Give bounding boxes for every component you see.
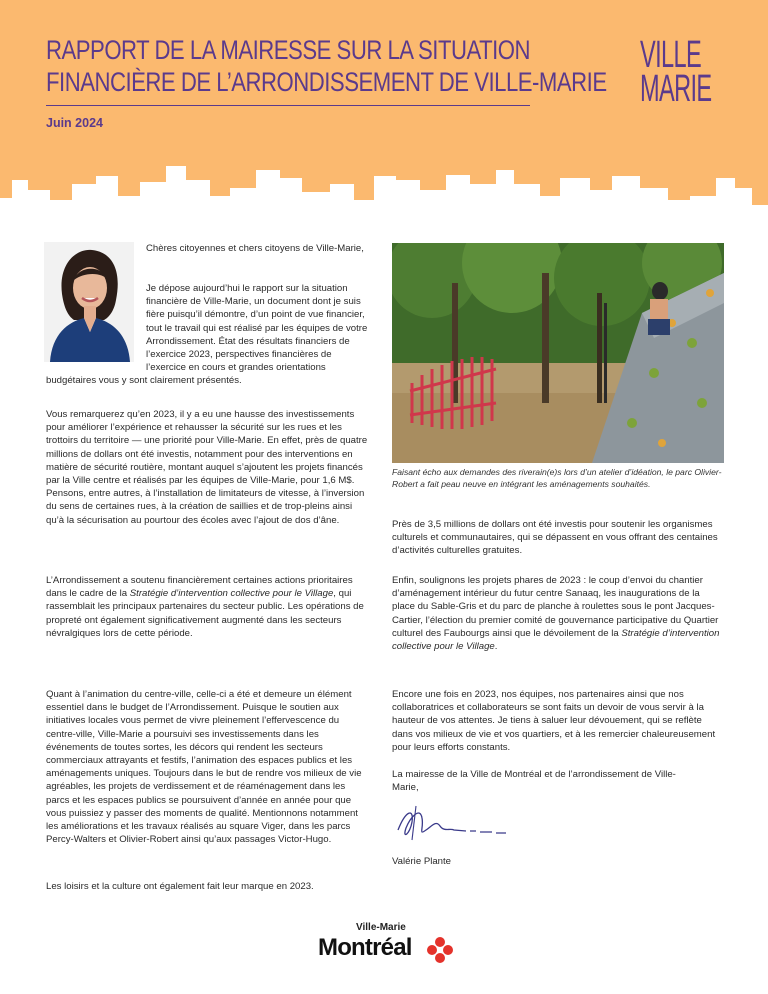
- strategy-name-2: Stratégie d’intervention collective pour le Village: [392, 627, 720, 653]
- title-line-2: FINANCIÈRE DE L’ARRONDISSEMENT DE VILLE-MARIE: [46, 67, 607, 97]
- paragraph-village-text-a: L’Arrondissement a soutenu financièrement certaines actions prioritaires dans le cadre de la: [46, 575, 353, 600]
- paragraph-village-text-b: , qui rassemblait les principaux partenaires du secteur public. Les opérations de propreté ont également significativement augmenté dans les secteurs névralgiques lors de cette période.: [46, 588, 364, 639]
- title-line-1: RAPPORT DE LA MAIRESSE SUR LA SITUATION: [46, 35, 531, 65]
- header-banner: [0, 0, 768, 240]
- montreal-logo: [318, 922, 458, 968]
- logo-montreal-text: Montréal: [318, 934, 412, 961]
- paragraph-flagship-projects: [392, 574, 724, 653]
- ville-marie-logo: [640, 34, 712, 110]
- logo-line-2: MARIE: [640, 68, 712, 110]
- intro-text: Je dépose aujourd’hui le rapport sur la situation financière de Ville-Marie, un document dont je suis fière puisqu’il démontre, d’un point de vue financier, tout le travail qui est réalisé par les équipes de votre Arrondissement. État des résultats financiers de l’exercice 2023, perspectives financières de l’exercice en cours et grandes orientations budgétaires vous y sont clairement présentés.: [46, 283, 368, 387]
- title-divider: [46, 105, 530, 106]
- logo-line-1: VILLE: [640, 34, 702, 76]
- projects-text-a: Enfin, soulignons les projets phares de 2023 : le coup d’envoi du chantier d’aménagement intérieur du futur centre Sanaaq, les inaugurations de la place du Sable-Gris et du parc de planche à roulettes sous le pont Jacques-Cartier, l’élection du premier comité de gouvernance participative du Quartier culturel des Faubourgs ainsi que le dévoilement de la: [392, 575, 719, 639]
- strategy-name: Stratégie d’intervention collective pour le Village: [129, 588, 334, 600]
- greeting: Chères citoyennes et chers citoyens de Ville-Marie,: [146, 243, 364, 254]
- paragraph-thanks: Encore une fois en 2023, nos équipes, nos partenaires ainsi que nos collaboratrices et collaborateurs se sont faits un devoir de vous servir à la hauteur de vos attentes. Je tiens à saluer leur dévouement, qui se reflète dans vos milieux de vie et vos quartiers, et à les remercier chaleureusement pour leurs efforts constants.: [392, 689, 716, 753]
- paragraph-downtown: Quant à l’animation du centre-ville, celle-ci a été et demeure un élément essentiel dans le budget de l’Arrondissement. Puisque le soutien aux initiatives locales vous permet de vivre pleinement l’effervescence du centre-ville, Ville-Marie a poursuivi ses investissements dans les événements de toutes sortes, les décors qui rendent les secteurs commerciaux attrayants et festifs, l’animation des espaces publics et les aménagements uniques. Toujours dans le but de rendre vos milieux de vie agréables, les projets de verdissement et de réaménagement dans les parcs et les espaces publics se poursuivent d’année en année pour que vous puissiez y passer des moments de qualité. Mentionnons notamment les améliorations et les travaux réalisés au square Viger, dans les parcs Percy-Walters et Olivier-Robert ainsi qu’aux passages Victor-Hugo.: [46, 689, 362, 846]
- paragraph-culture: Près de 3,5 millions de dollars ont été investis pour soutenir les organismes culturels et communautaires, qui se dépassent en vous offrant des centaines d’activités culturelles gratuites.: [392, 519, 718, 557]
- montreal-rosette-icon: [426, 936, 454, 964]
- paragraph-security: Vous remarquerez qu’en 2023, il y a eu une hausse des investissements pour améliorer l’expérience et rehausser la sécurité sur les rues et les trottoirs du territoire — une priorité pour Ville-Marie. En effet, près de quatre millions de dollars ont été investis, notamment pour des interventions en matière de sécurité routière, montant auquel s’ajoutent les projets financés par la Ville centre et réalisés par les équipes de Ville-Marie, pour 1,6 M$. Pensons, entre autres, à l’installation de limitateurs de vitesse, à l’inversion du sens de certaines rues, à la création de saillies et de trop-pleins ainsi qu’à la sécurisation au pourtour des écoles avec l’ajout de dos d’âne.: [46, 409, 368, 526]
- signatory-name: Valérie Plante: [392, 856, 452, 867]
- closing-line: La mairesse de la Ville de Montréal et de l’arrondissement de Ville-Marie,: [392, 769, 676, 794]
- report-date: Juin 2024: [46, 116, 103, 130]
- projects-text-b: .: [494, 641, 498, 653]
- photo-caption: Faisant écho aux demandes des riverain(e)s lors d’un atelier d’idéation, le parc Olivier-Robert a fait peau neuve en intégrant les aménagements souhaités.: [392, 467, 722, 489]
- portrait-spacer: [46, 282, 146, 368]
- intro-paragraph: [46, 282, 371, 388]
- logo-ville-marie-text: Ville-Marie: [356, 922, 406, 933]
- paragraph-village: [46, 574, 371, 640]
- paragraph-leisure: Les loisirs et la culture ont également fait leur marque en 2023.: [46, 881, 314, 892]
- page-title: [46, 34, 607, 98]
- signature-image: [392, 800, 522, 845]
- park-photo: [392, 243, 724, 463]
